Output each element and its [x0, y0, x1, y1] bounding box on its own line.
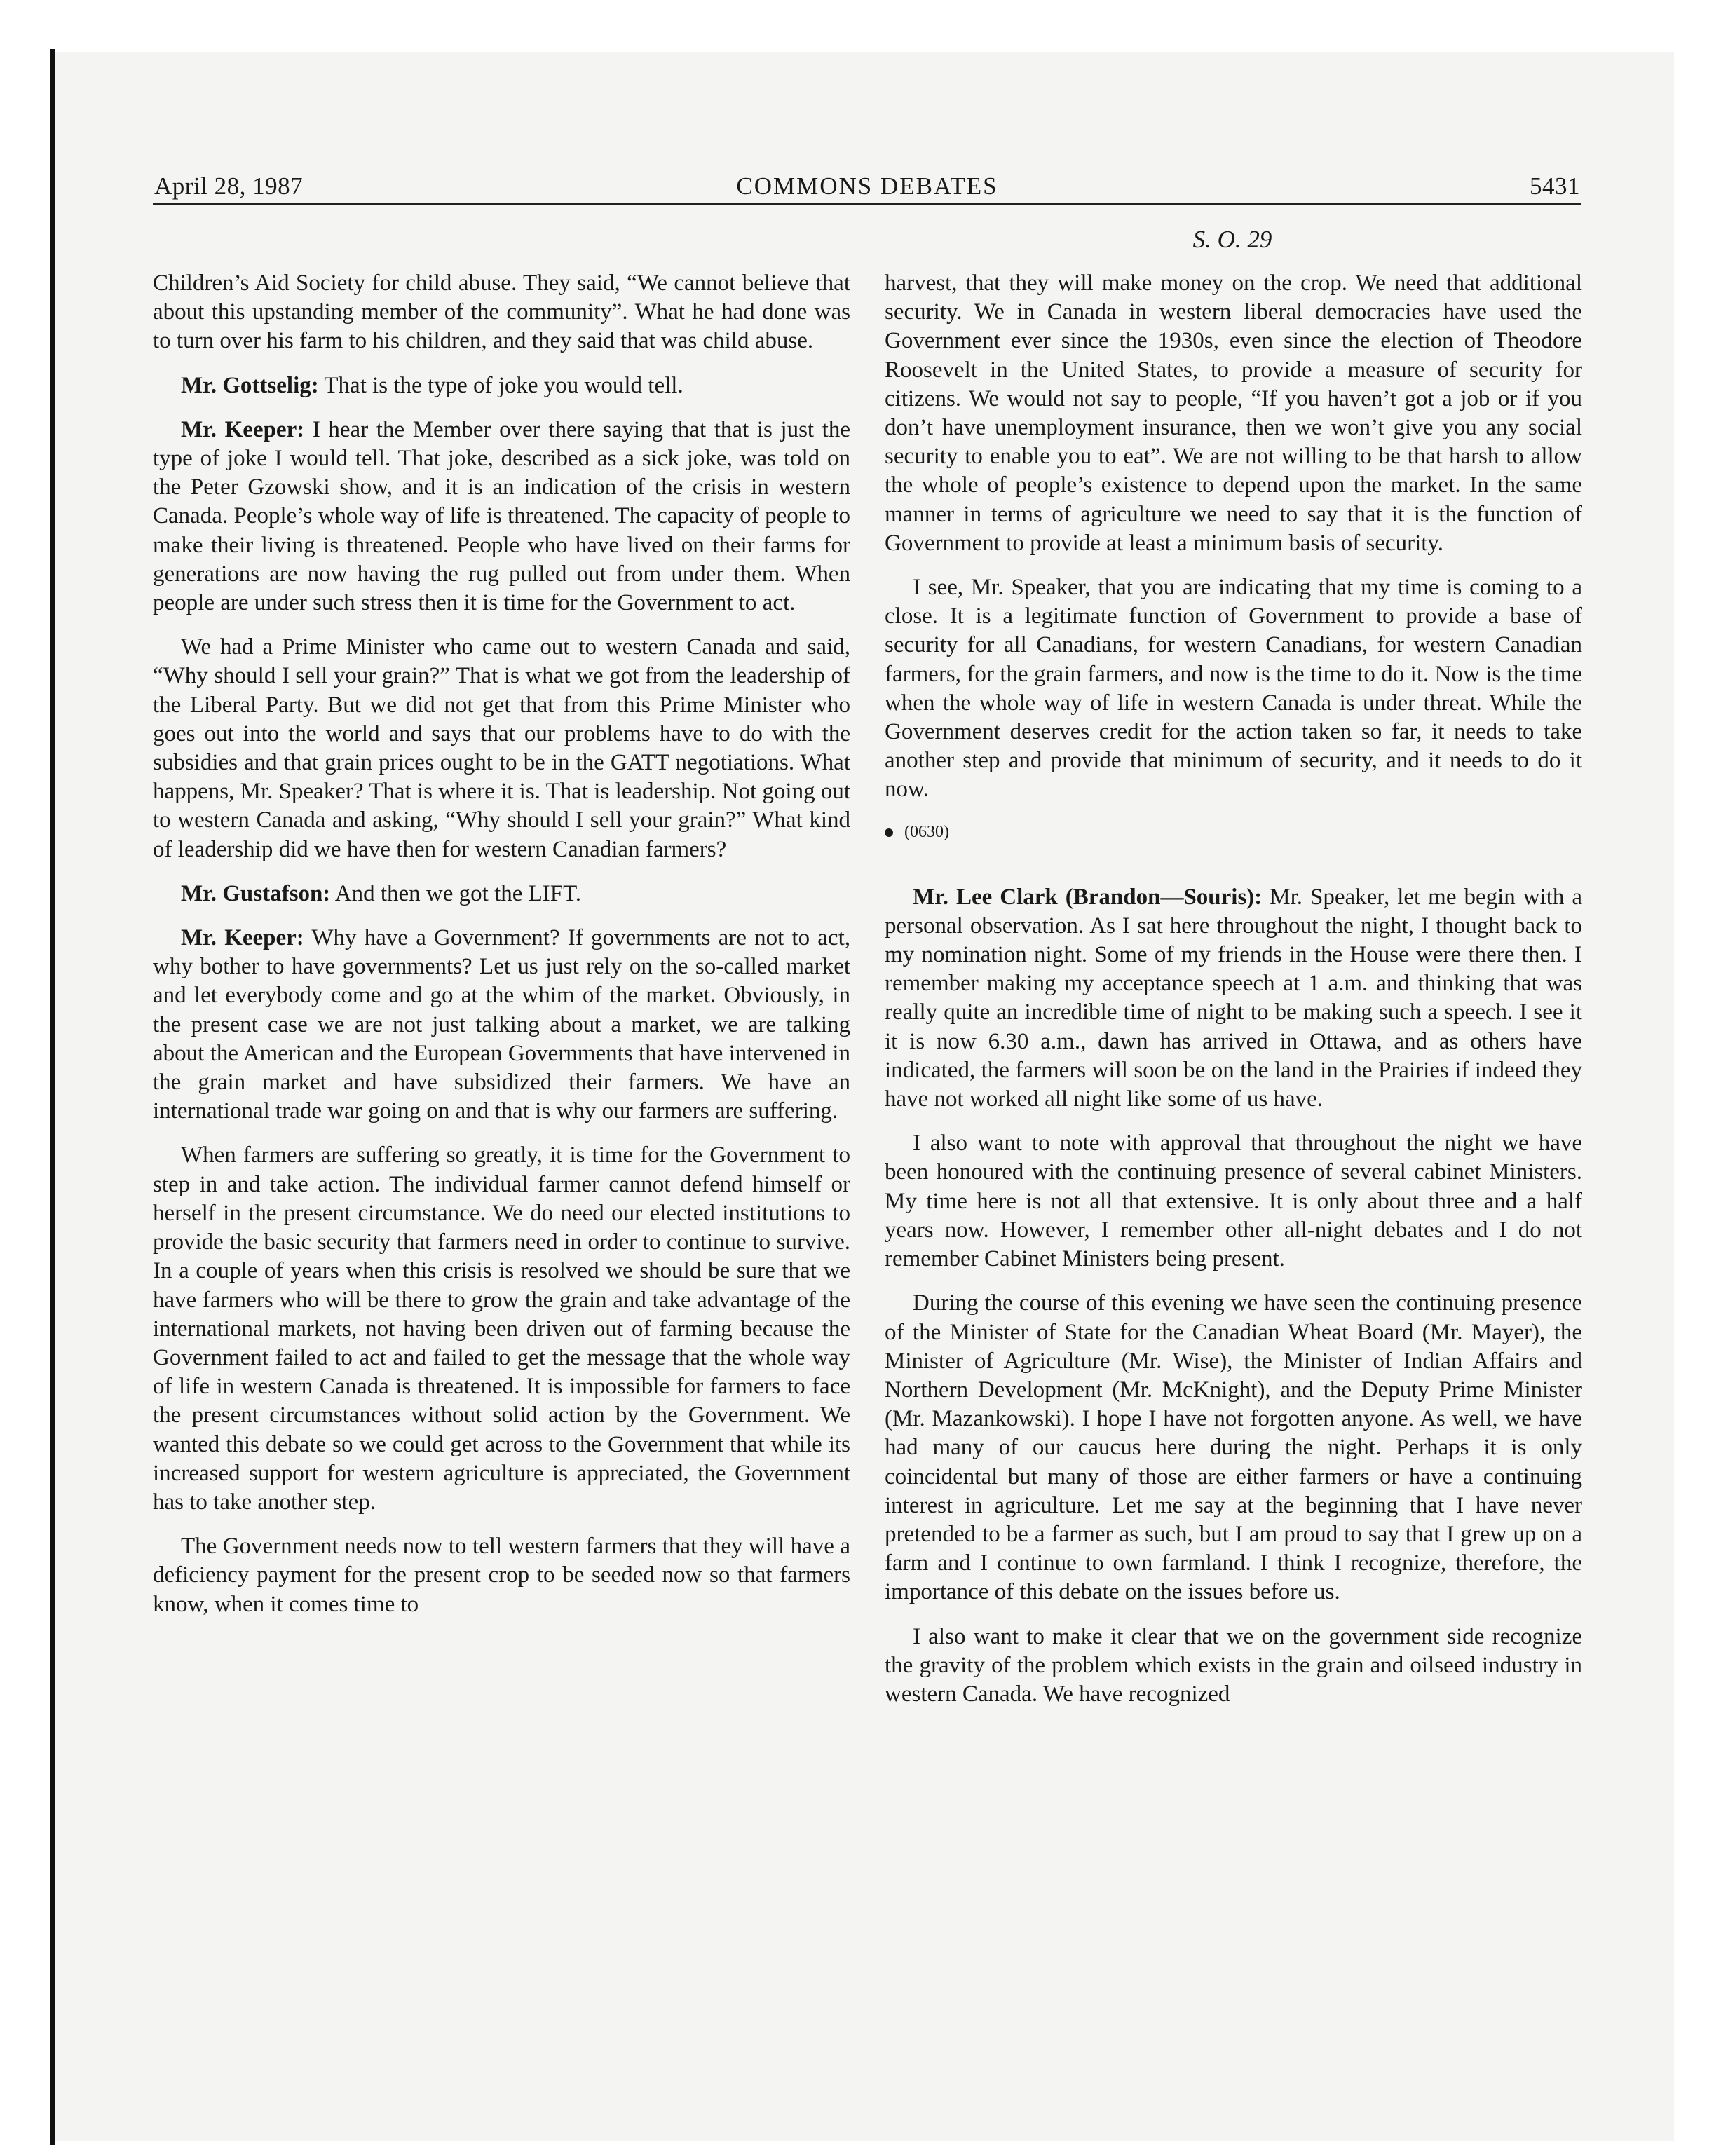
- paragraph: [153, 416, 850, 618]
- paragraph: [153, 633, 850, 864]
- paragraph: [153, 269, 850, 356]
- paragraph: [885, 1289, 1582, 1606]
- speaker-name: Mr. Lee Clark (Brandon—Souris):: [913, 884, 1263, 910]
- paragraph-text: I hear the Member over there saying that that is just the type of joke I would tell. That joke, described as a sick joke, was told on the Peter Gzowski show, and it is an indication of the crisis in western Canada. People’s whole way of life is threatened. The capacity of people to make their living is threatened. People who have lived on their farms for generations are now having the rug pulled out from under them. When people are under such stress then it is time for the Government to act.: [153, 416, 850, 616]
- paragraph-text: The Government needs now to tell western farmers that they will have a deficiency payment for the present crop to be seeded now so that farmers know, when it comes time to: [153, 1534, 850, 1617]
- speaker-name: Mr. Gottselig:: [181, 372, 319, 398]
- time-marker-text: (0630): [904, 823, 949, 842]
- paragraph-text: Children’s Aid Society for child abuse. They said, “We cannot believe that about this upstanding member of the community”. What he had done was to turn over his farm to his children, and they said that was child abuse.: [153, 271, 850, 354]
- paragraph-text: I also want to make it clear that we on the government side recognize the gravity of the problem which exists in the grain and oilseed industry in western Canada. We have recognized: [885, 1623, 1582, 1707]
- header-title: COMMONS DEBATES: [736, 172, 998, 200]
- paragraph-text: harvest, that they will make money on the crop. We need that additional security. We in Canada in western liberal democracies have used the Government ever since the 1930s, even since the election of Theodore Roosevelt in the United States, to provide a measure of security for citizens. We would not say to people, “If you haven’t got a job or if you don’t have unemployment insurance, then we won’t give you any social security to enable you to eat”. We are not willing to be that harsh to allow the whole of people’s existence to depend upon the market. In the same manner in terms of agriculture we need to say that it is the function of Government to provide at least a minimum basis of security.: [885, 271, 1582, 556]
- paragraph-text: Mr. Speaker, let me begin with a personal observation. As I sat here throughout the night, I thought back to my nomination night. Some of my friends in the House were there then. I remember making my acceptance speech at 1 a.m. and thinking that was really quite an incredible time of night to be making such a speech. I see it it is now 6.30 a.m., dawn has arrived in Ottawa, and as others have indicated, the farmers will soon be on the land in the Prairies if indeed they have not worked all night like some of us have.: [885, 884, 1583, 1112]
- paragraph: [153, 880, 850, 908]
- header-page-number: 5431: [1530, 172, 1580, 200]
- paragraph-text: I also want to note with approval that throughout the night we have been honoured with the continuing presence of several cabinet Ministers. My time here is not all that extensive. It is only about three and a half years now. However, I remember other all-night debates and I do not remember Cabinet Ministers being present.: [885, 1131, 1582, 1272]
- paragraph: [153, 924, 850, 1126]
- time-marker: [885, 820, 1582, 845]
- paragraph: [885, 1129, 1582, 1274]
- paragraph: [885, 269, 1582, 558]
- speaker-name: Mr. Keeper:: [181, 416, 305, 442]
- right-column: [885, 269, 1582, 1724]
- paragraph-text: When farmers are suffering so greatly, it is time for the Government to step in and take action. The individual farmer cannot defend himself or herself in the present circumstance. We do need our elected institutions to provide the basic security that farmers need in order to continue to survive. In a couple of years when this crisis is resolved we should be sure that we have farmers who will be there to grow the grain and take advantage of the international markets, not having been driven out of farming because the Government failed to act and failed to get the message that the whole way of life in western Canada is threatened. It is impossible for farmers to face the present circumstances without solid action by the Government. We wanted this debate so we could get across to the Government that while its increased support for western agriculture is appreciated, the Government has to take another step.: [153, 1142, 850, 1515]
- paragraph-text: Why have a Government? If governments are not to act, why bother to have governments? Let us just rely on the so-called market and let everybody come and go at the whim of the market. Obviously, in the present case we are not just talking about a market, we are talking about the American and the European Governments that have intervened in the grain market and have subsidized their farmers. We have an international trade war going on and that is why our farmers are suffering.: [153, 925, 850, 1124]
- paragraph: [153, 371, 850, 400]
- paragraph-text: And then we got the LIFT.: [334, 880, 582, 906]
- header-date: April 28, 1987: [154, 172, 304, 200]
- paragraph: [153, 1532, 850, 1619]
- paragraph-text: That is the type of joke you would tell.: [324, 372, 683, 398]
- paragraph: [153, 1141, 850, 1517]
- standing-order-label: S. O. 29: [1192, 226, 1272, 253]
- speaker-name: Mr. Gustafson:: [181, 880, 331, 906]
- speaker-name: Mr. Keeper:: [181, 925, 304, 951]
- paragraph-text: We had a Prime Minister who came out to western Canada and said, “Why should I sell your grain?” That is what we got from the leadership of the Liberal Party. But we did not get that from this Prime Minister who goes out into the world and says that our problems have to do with the subsidies and that grain prices ought to be in the GATT negotiations. What happens, Mr. Speaker? That is where it is. That is leadership. Not going out to western Canada and asking, “Why should I sell your grain?” What kind of leadership did we have then for western Canadian farmers?: [153, 634, 851, 862]
- bullet-icon: [885, 828, 893, 837]
- page-header: [153, 168, 1581, 205]
- paragraph-text: During the course of this evening we have seen the continuing presence of the Minister of State for the Canadian Wheat Board (Mr. Mayer), the Minister of Agriculture (Mr. Wise), the Minister of Indian Affairs and Northern Development (Mr. McKnight), and the Deputy Prime Minister (Mr. Mazankowski). I hope I have not forgotten anyone. As well, we have had many of our caucus here during the night. Perhaps it is only coincidental but many of those are either farmers or have a continuing interest in agriculture. Let me say at the beginning that I have never pretended to be a farmer as such, but I am proud to say that I grew up on a farm and I continue to own farmland. I think I recognize, therefore, the importance of this debate on the issues before us.: [885, 1290, 1582, 1605]
- paragraph: [885, 1623, 1582, 1710]
- paragraph: [885, 883, 1582, 1114]
- paragraph: [885, 573, 1582, 805]
- left-column: [153, 269, 850, 1635]
- paragraph-text: I see, Mr. Speaker, that you are indicating that my time is coming to a close. It is a legitimate function of Government to provide a base of security for all Canadians, for western Canadians, for western Canadian farmers, for the grain farmers, and now is the time to do it. Now is the time when the whole way of life in western Canada is under threat. While the Government deserves credit for the action taken so far, it needs to take another step and provide that minimum of security, and it needs to do it now.: [885, 575, 1582, 803]
